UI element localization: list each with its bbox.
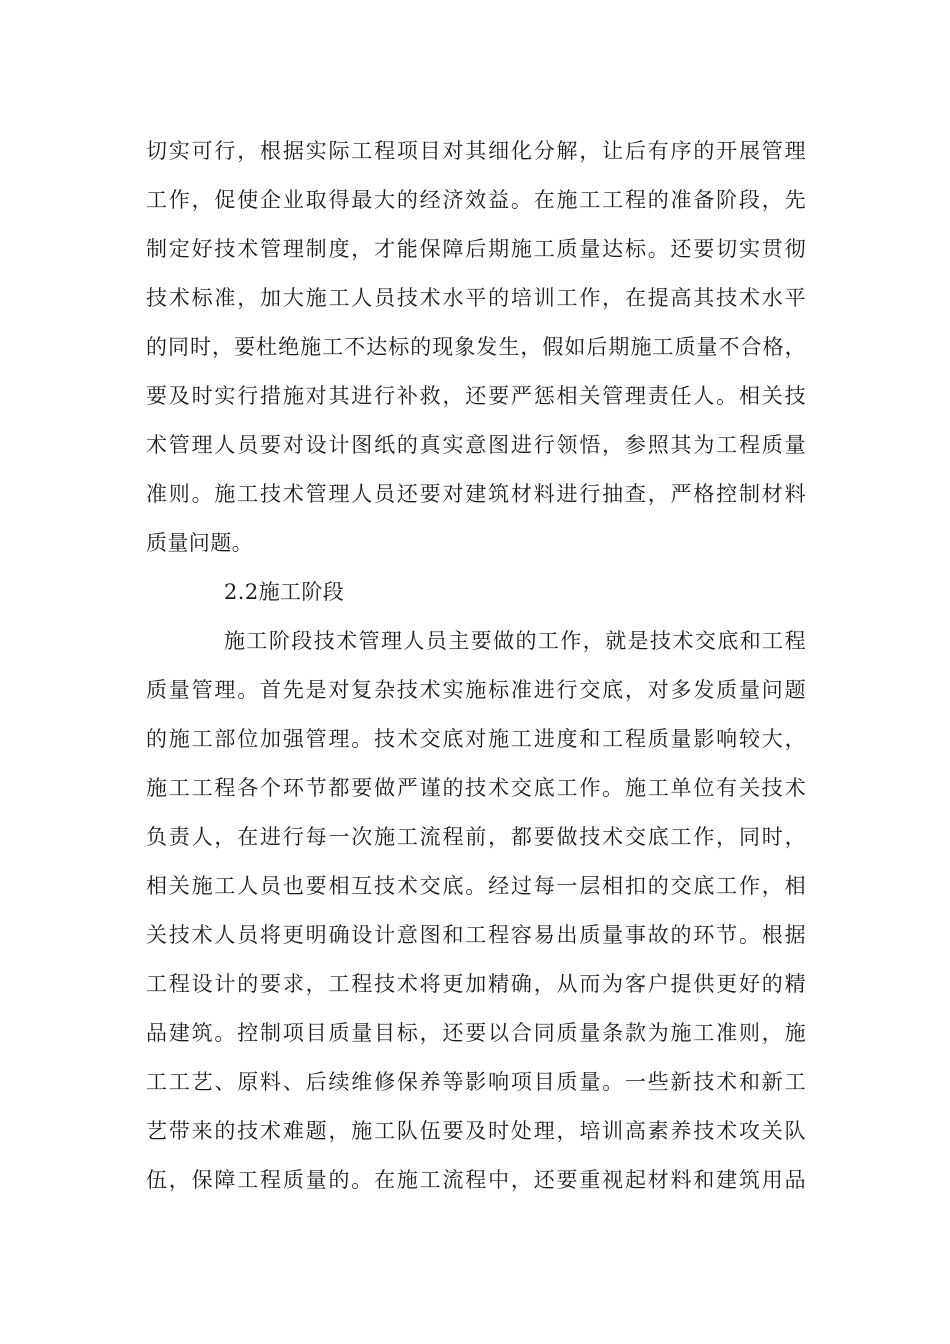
paragraph-1-line: 要及时实行措施对其进行补救，还要严惩相关管理责任人。相关技 (146, 384, 806, 408)
section-heading: 2.2施工阶段 (224, 580, 345, 604)
paragraph-2-line: 工工艺、原料、后续维修保养等影响项目质量。一些新技术和新工 (146, 1070, 806, 1094)
paragraph-2-line: 质量管理。首先是对复杂技术实施标准进行交底，对多发质量问题 (146, 678, 806, 702)
paragraph-2-line: 艺带来的技术难题，施工队伍要及时处理，培训高素养技术攻关队 (146, 1119, 806, 1143)
paragraph-2-line: 工程设计的要求，工程技术将更加精确，从而为客户提供更好的精 (146, 972, 806, 996)
paragraph-1-line: 制定好技术管理制度，才能保障后期施工质量达标。还要切实贯彻 (146, 237, 806, 261)
paragraph-1-line: 质量问题。 (146, 531, 253, 555)
paragraph-2-line: 品建筑。控制项目质量目标，还要以合同质量条款为施工准则，施 (146, 1021, 806, 1045)
body-text (146, 127, 806, 1205)
paragraph-1-line: 的同时，要杜绝施工不达标的现象发生，假如后期施工质量不合格， (146, 335, 806, 359)
paragraph-2-line: 的施工部位加强管理。技术交底对施工进度和工程质量影响较大， (146, 727, 806, 751)
paragraph-1-line: 技术标准，加大施工人员技术水平的培训工作，在提高其技术水平 (146, 286, 806, 310)
paragraph-1-line: 术管理人员要对设计图纸的真实意图进行领悟，参照其为工程质量 (146, 433, 806, 457)
paragraph-2-line: 负责人，在进行每一次施工流程前，都要做技术交底工作，同时， (146, 825, 806, 849)
paragraph-1-line: 切实可行，根据实际工程项目对其细化分解，让后有序的开展管理 (146, 139, 806, 163)
paragraph-2-line: 施工阶段技术管理人员主要做的工作，就是技术交底和工程 (224, 629, 806, 653)
paragraph-2-line: 施工工程各个环节都要做严谨的技术交底工作。施工单位有关技术 (146, 776, 806, 800)
paragraph-2-line: 相关施工人员也要相互技术交底。经过每一层相扣的交底工作，相 (146, 874, 806, 898)
paragraph-1-line: 工作，促使企业取得最大的经济效益。在施工工程的准备阶段，先 (146, 188, 806, 212)
paragraph-2-line: 关技术人员将更明确设计意图和工程容易出质量事故的环节。根据 (146, 923, 806, 947)
paragraph-1-line: 准则。施工技术管理人员还要对建筑材料进行抽查，严格控制材料 (146, 482, 806, 506)
paragraph-2-line: 伍，保障工程质量的。在施工流程中，还要重视起材料和建筑用品 (146, 1168, 806, 1192)
